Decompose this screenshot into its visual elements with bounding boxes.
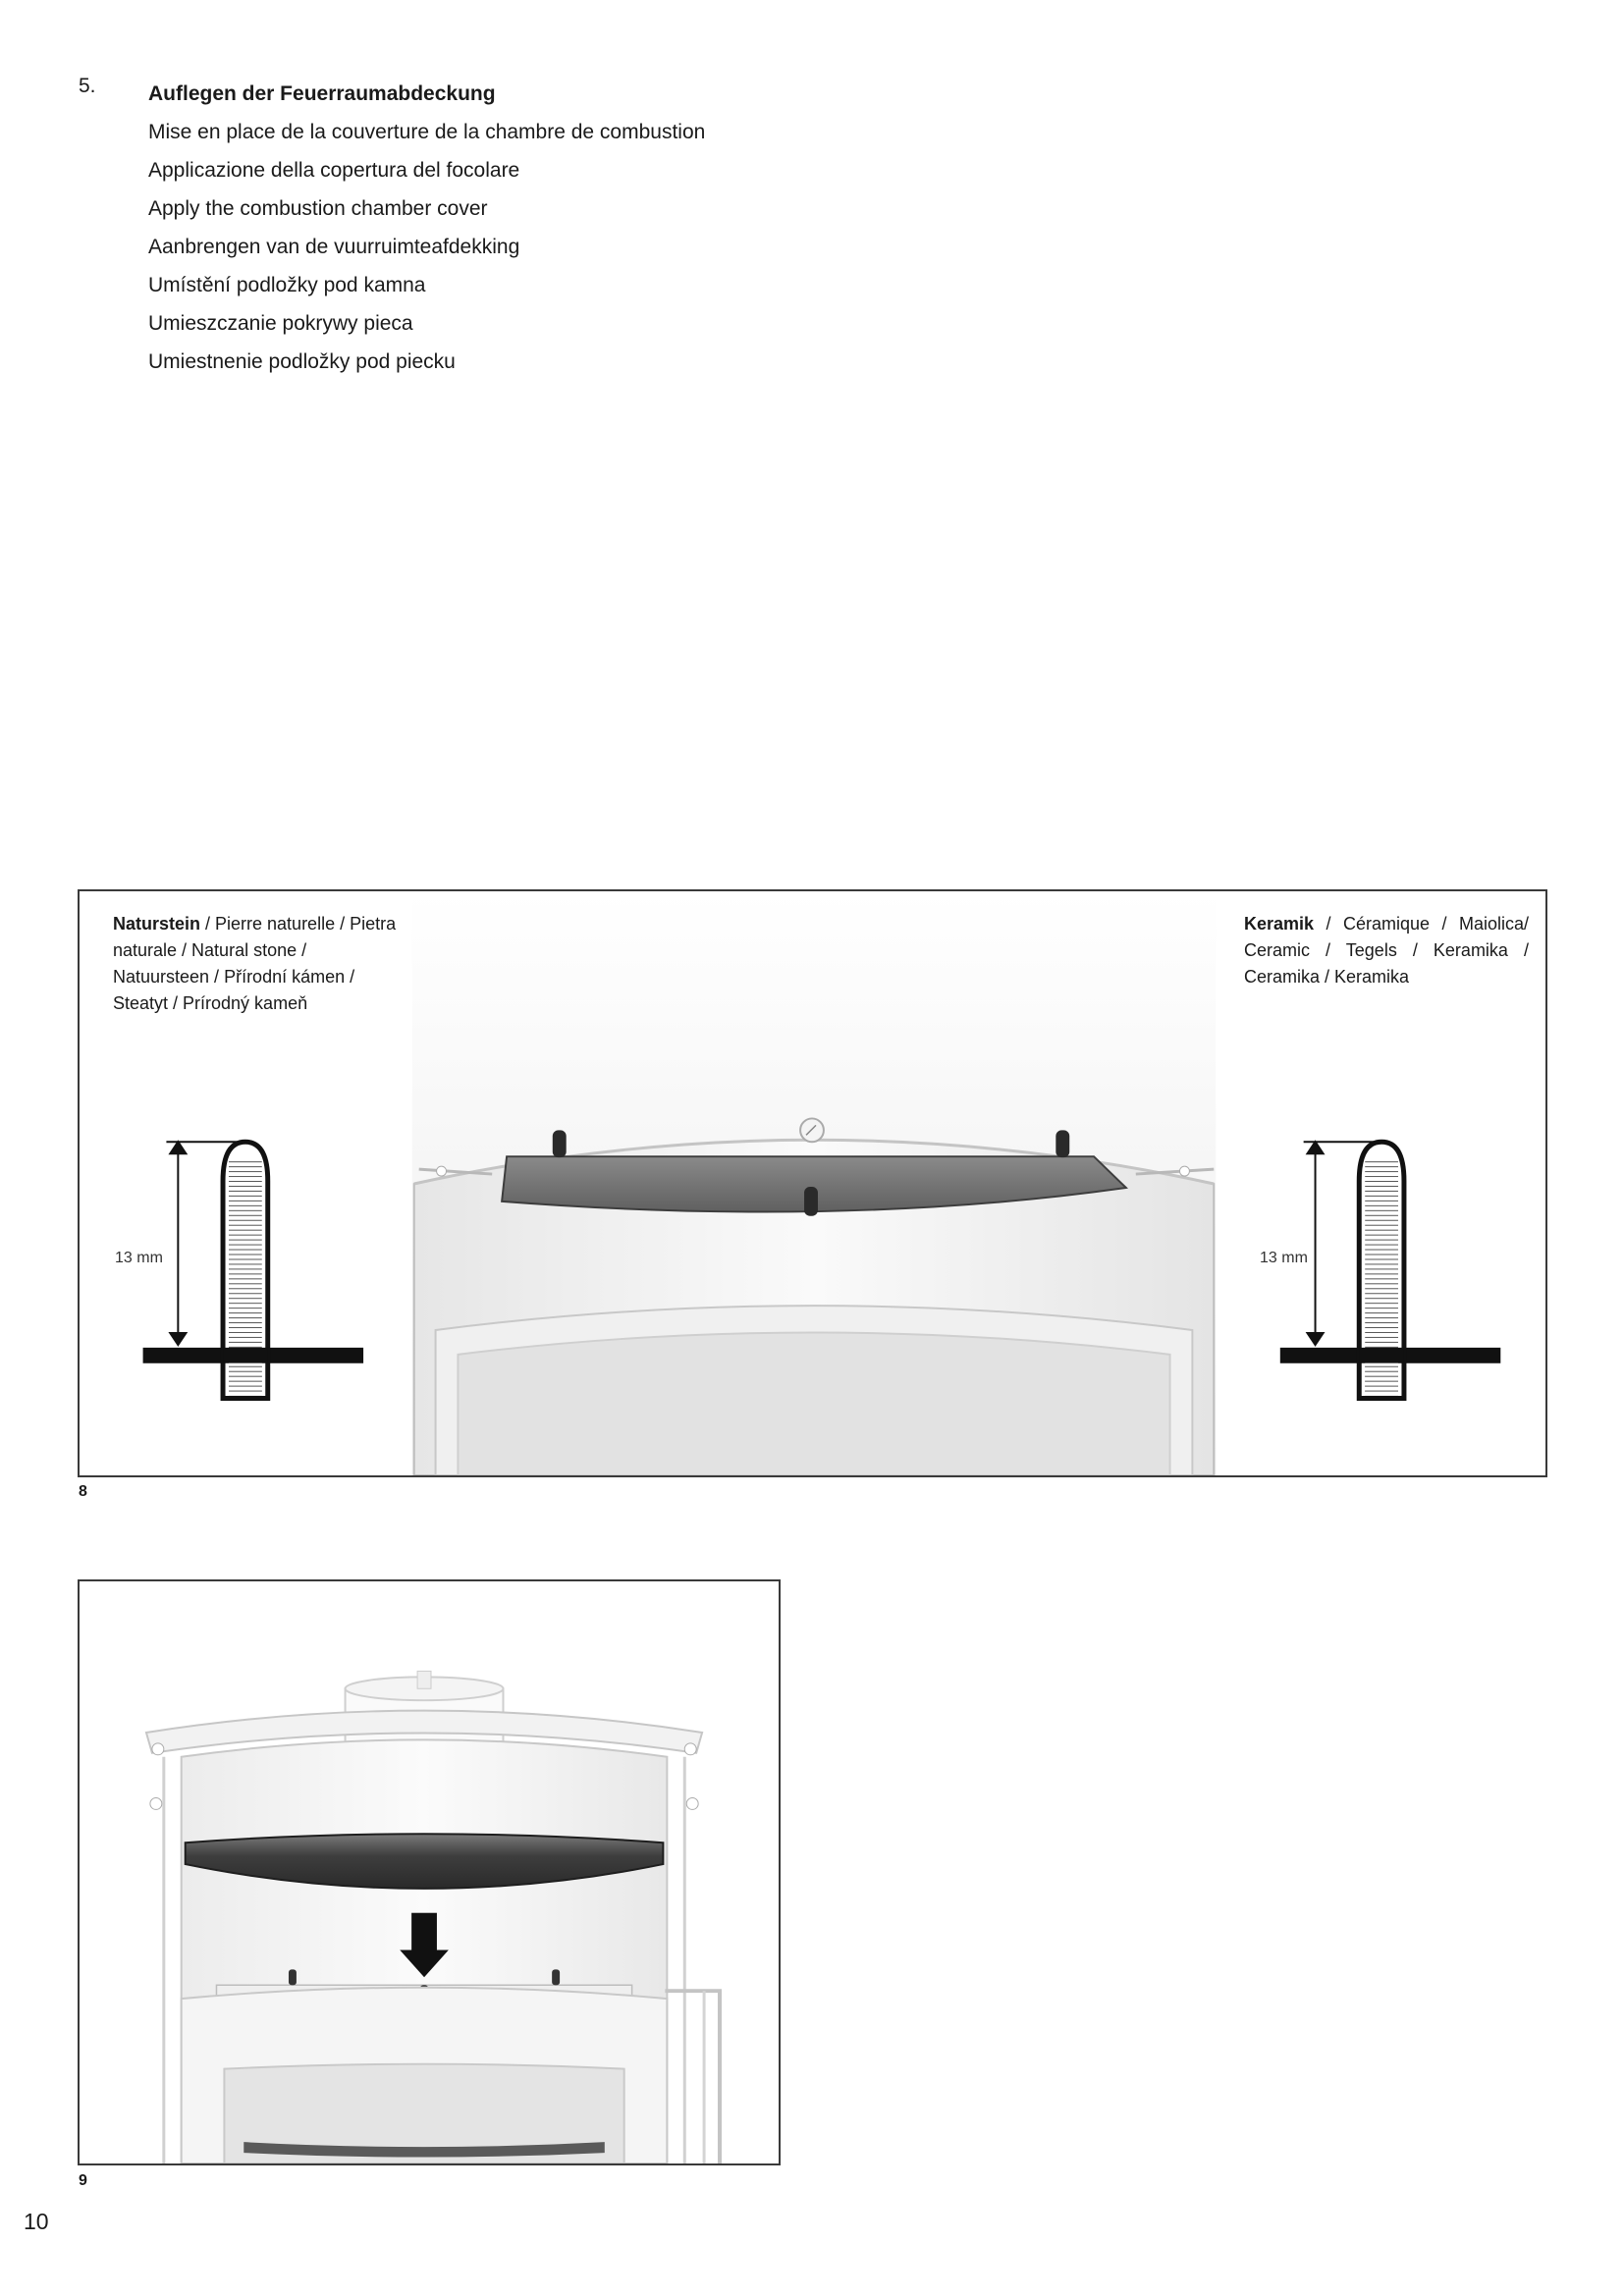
pin-diagram-natural-stone — [143, 1140, 363, 1398]
step-title-it: Applicazione della copertura del focolare — [148, 159, 520, 182]
step-title-sk: Umiestnenie podložky pod piecku — [148, 350, 456, 373]
stove-top-render — [412, 891, 1216, 1475]
page-number: 10 — [24, 2209, 49, 2234]
natural-stone-dimension-label: 13 mm — [115, 1250, 163, 1266]
step-title-list — [148, 75, 705, 381]
ceramic-caption-rest: / Céramique / Maiolica/ Ceramic / Tegels / Keramika / Ceramika / Keramika — [1244, 914, 1529, 987]
ceramic-dimension-label: 13 mm — [1260, 1250, 1308, 1266]
step-number: 5. — [79, 75, 96, 97]
natural-stone-caption — [113, 911, 407, 1017]
step-title-de: Auflegen der Feuerraumabdeckung — [148, 82, 496, 105]
ceramic-caption — [1244, 911, 1529, 990]
figure-9-number: 9 — [79, 2172, 87, 2189]
step-title-fr: Mise en place de la couverture de la chambre de combustion — [148, 121, 706, 143]
pin-diagram-ceramic — [1280, 1140, 1500, 1398]
figure-9-illustration — [80, 1581, 779, 2163]
figure-9 — [78, 1579, 781, 2165]
ceramic-caption-bold: Keramik — [1244, 914, 1315, 934]
figure-8 — [78, 889, 1547, 1477]
step-title-en: Apply the combustion chamber cover — [148, 197, 488, 220]
step-title-nl: Aanbrengen van de vuurruimteafdekking — [148, 236, 520, 258]
step-title-cs: Umístění podložky pod kamna — [148, 274, 426, 296]
natural-stone-caption-bold: Naturstein — [113, 914, 201, 934]
natural-stone-caption-rest: / Pierre naturelle / Pietra naturale / Natural stone / Natuursteen / Přírodní kámen / Steatyt / Prírodný kameň — [113, 914, 397, 1013]
figure-8-number: 8 — [79, 1483, 87, 1500]
stove-assembly-render — [146, 1671, 720, 2163]
step-title-pl: Umieszczanie pokrywy pieca — [148, 312, 413, 335]
